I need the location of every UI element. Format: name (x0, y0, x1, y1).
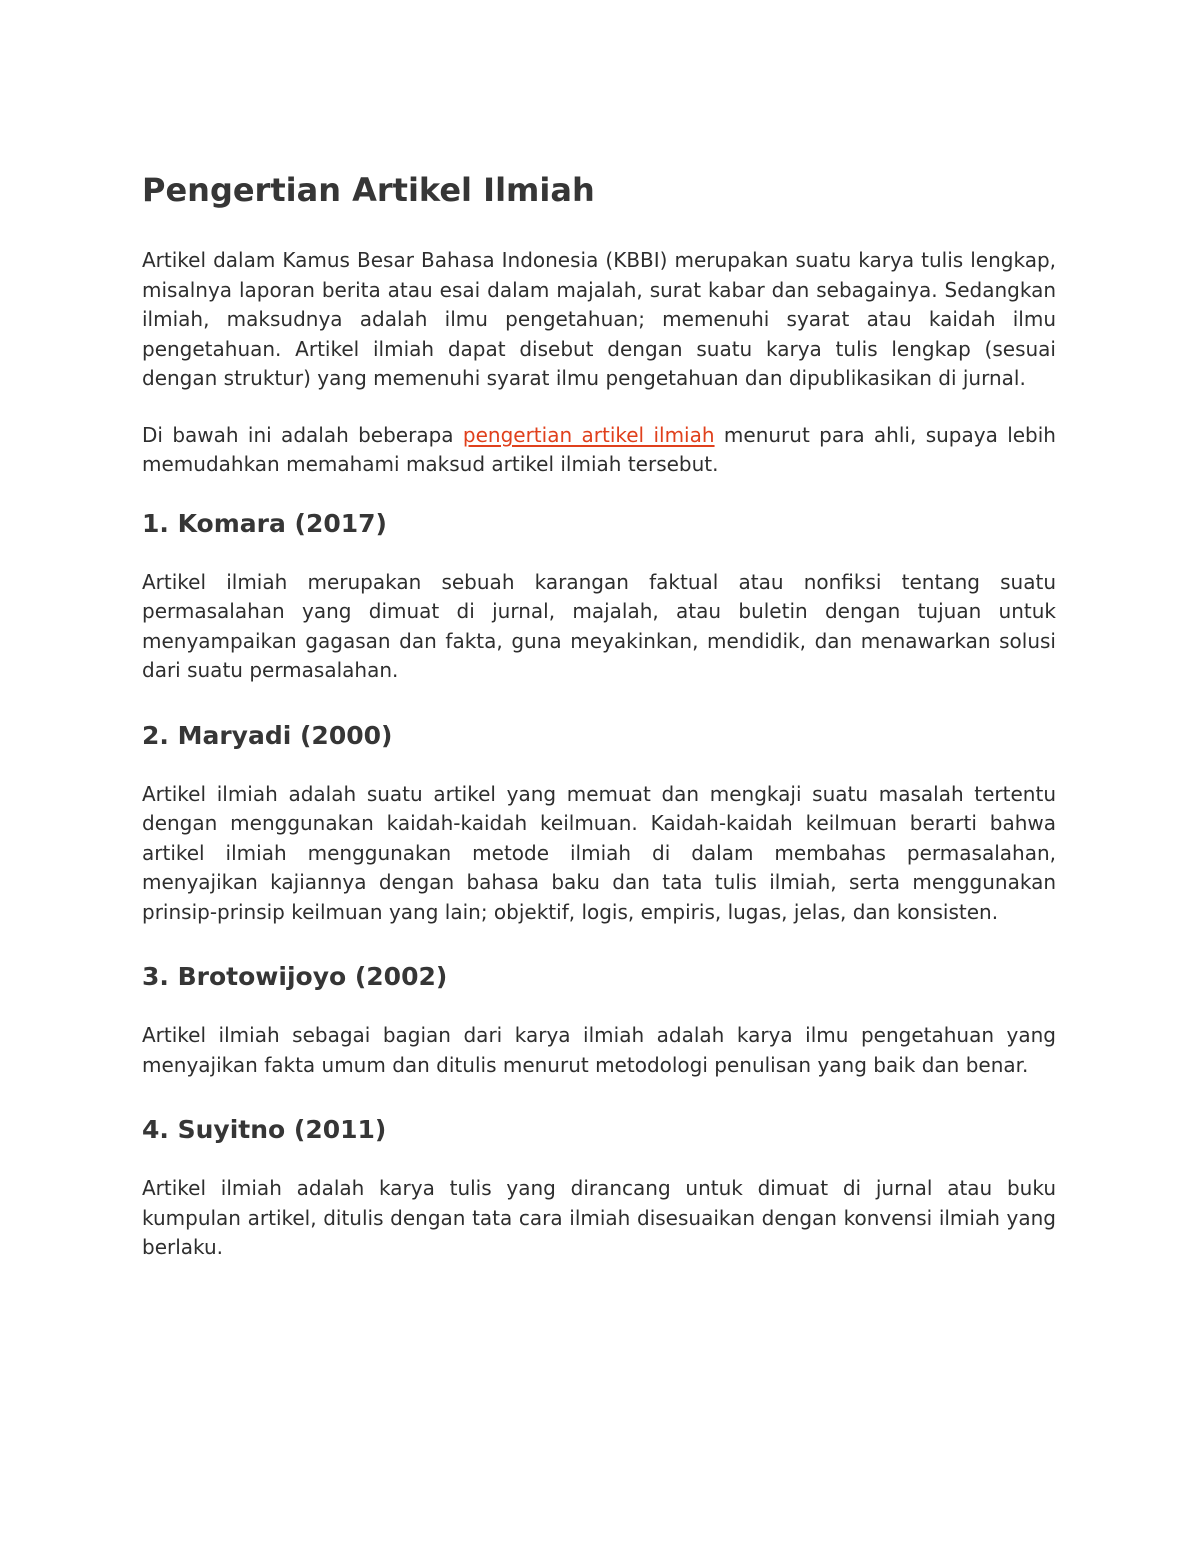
document-page (142, 168, 1056, 1296)
pengertian-artikel-ilmiah-link[interactable]: pengertian artikel ilmiah (462, 422, 715, 447)
page-title: Pengertian Artikel Ilmiah (142, 171, 595, 209)
lead-text-before: Di bawah ini adalah beberapa (142, 422, 463, 447)
lead-paragraph (142, 421, 1056, 480)
section-heading-komara: 1. Komara (2017) (142, 508, 387, 538)
lead-text-after: menurut para ahli, supaya lebih memudahkan memahami maksud artikel ilmiah tersebut. (142, 422, 1056, 476)
intro-paragraph: Artikel dalam Kamus Besar Bahasa Indonesia (KBBI) merupakan suatu karya tulis lengkap, misalnya laporan berita atau esai dalam majalah, surat kabar dan sebagainya. Sedangkan ilmiah, maksudnya adalah ilmu pengetahuan; memenuhi syarat atau kaidah ilmu pengetahuan. Artikel ilmiah dapat disebut dengan suatu karya tulis lengkap (sesuai dengan struktur) yang memenuhi syarat ilmu pengetahuan dan dipublikasikan di jurnal. (142, 248, 1056, 390)
section-heading-brotowijoyo: 3. Brotowijoyo (2002) (142, 962, 448, 991)
section-body-suyitno: Artikel ilmiah adalah karya tulis yang dirancang untuk dimuat di jurnal atau buku kumpulan artikel, ditulis dengan tata cara ilmiah disesuaikan dengan konvensi ilmiah yang berlaku. (142, 1176, 1056, 1259)
section-body-brotowijoyo: Artikel ilmiah sebagai bagian dari karya ilmiah adalah karya ilmu pengetahuan yang menyajikan fakta umum dan ditulis menurut metodologi penulisan yang baik dan benar. (142, 1023, 1056, 1077)
section-body-maryadi: Artikel ilmiah adalah suatu artikel yang memuat dan mengkaji suatu masalah tertentu dengan menggunakan kaidah-kaidah keilmuan. Kaidah-kaidah keilmuan berarti bahwa artikel ilmiah menggunakan metode ilmiah di dalam membahas permasalahan, menyajikan kajiannya dengan bahasa baku dan tata tulis ilmiah, serta menggunakan prinsip-prinsip keilmuan yang lain; objektif, logis, empiris, lugas, jelas, dan konsisten. (142, 781, 1056, 924)
section-body-komara: Artikel ilmiah merupakan sebuah karangan faktual atau nonfiksi tentang suatu permasalahan yang dimuat di jurnal, majalah, atau buletin dengan tujuan untuk menyampaikan gagasan dan fakta, guna meyakinkan, mendidik, dan menawarkan solusi dari suatu permasalahan. (142, 569, 1056, 682)
section-heading-suyitno: 4. Suyitno (2011) (142, 1115, 387, 1144)
section-heading-maryadi: 2. Maryadi (2000) (142, 720, 393, 750)
